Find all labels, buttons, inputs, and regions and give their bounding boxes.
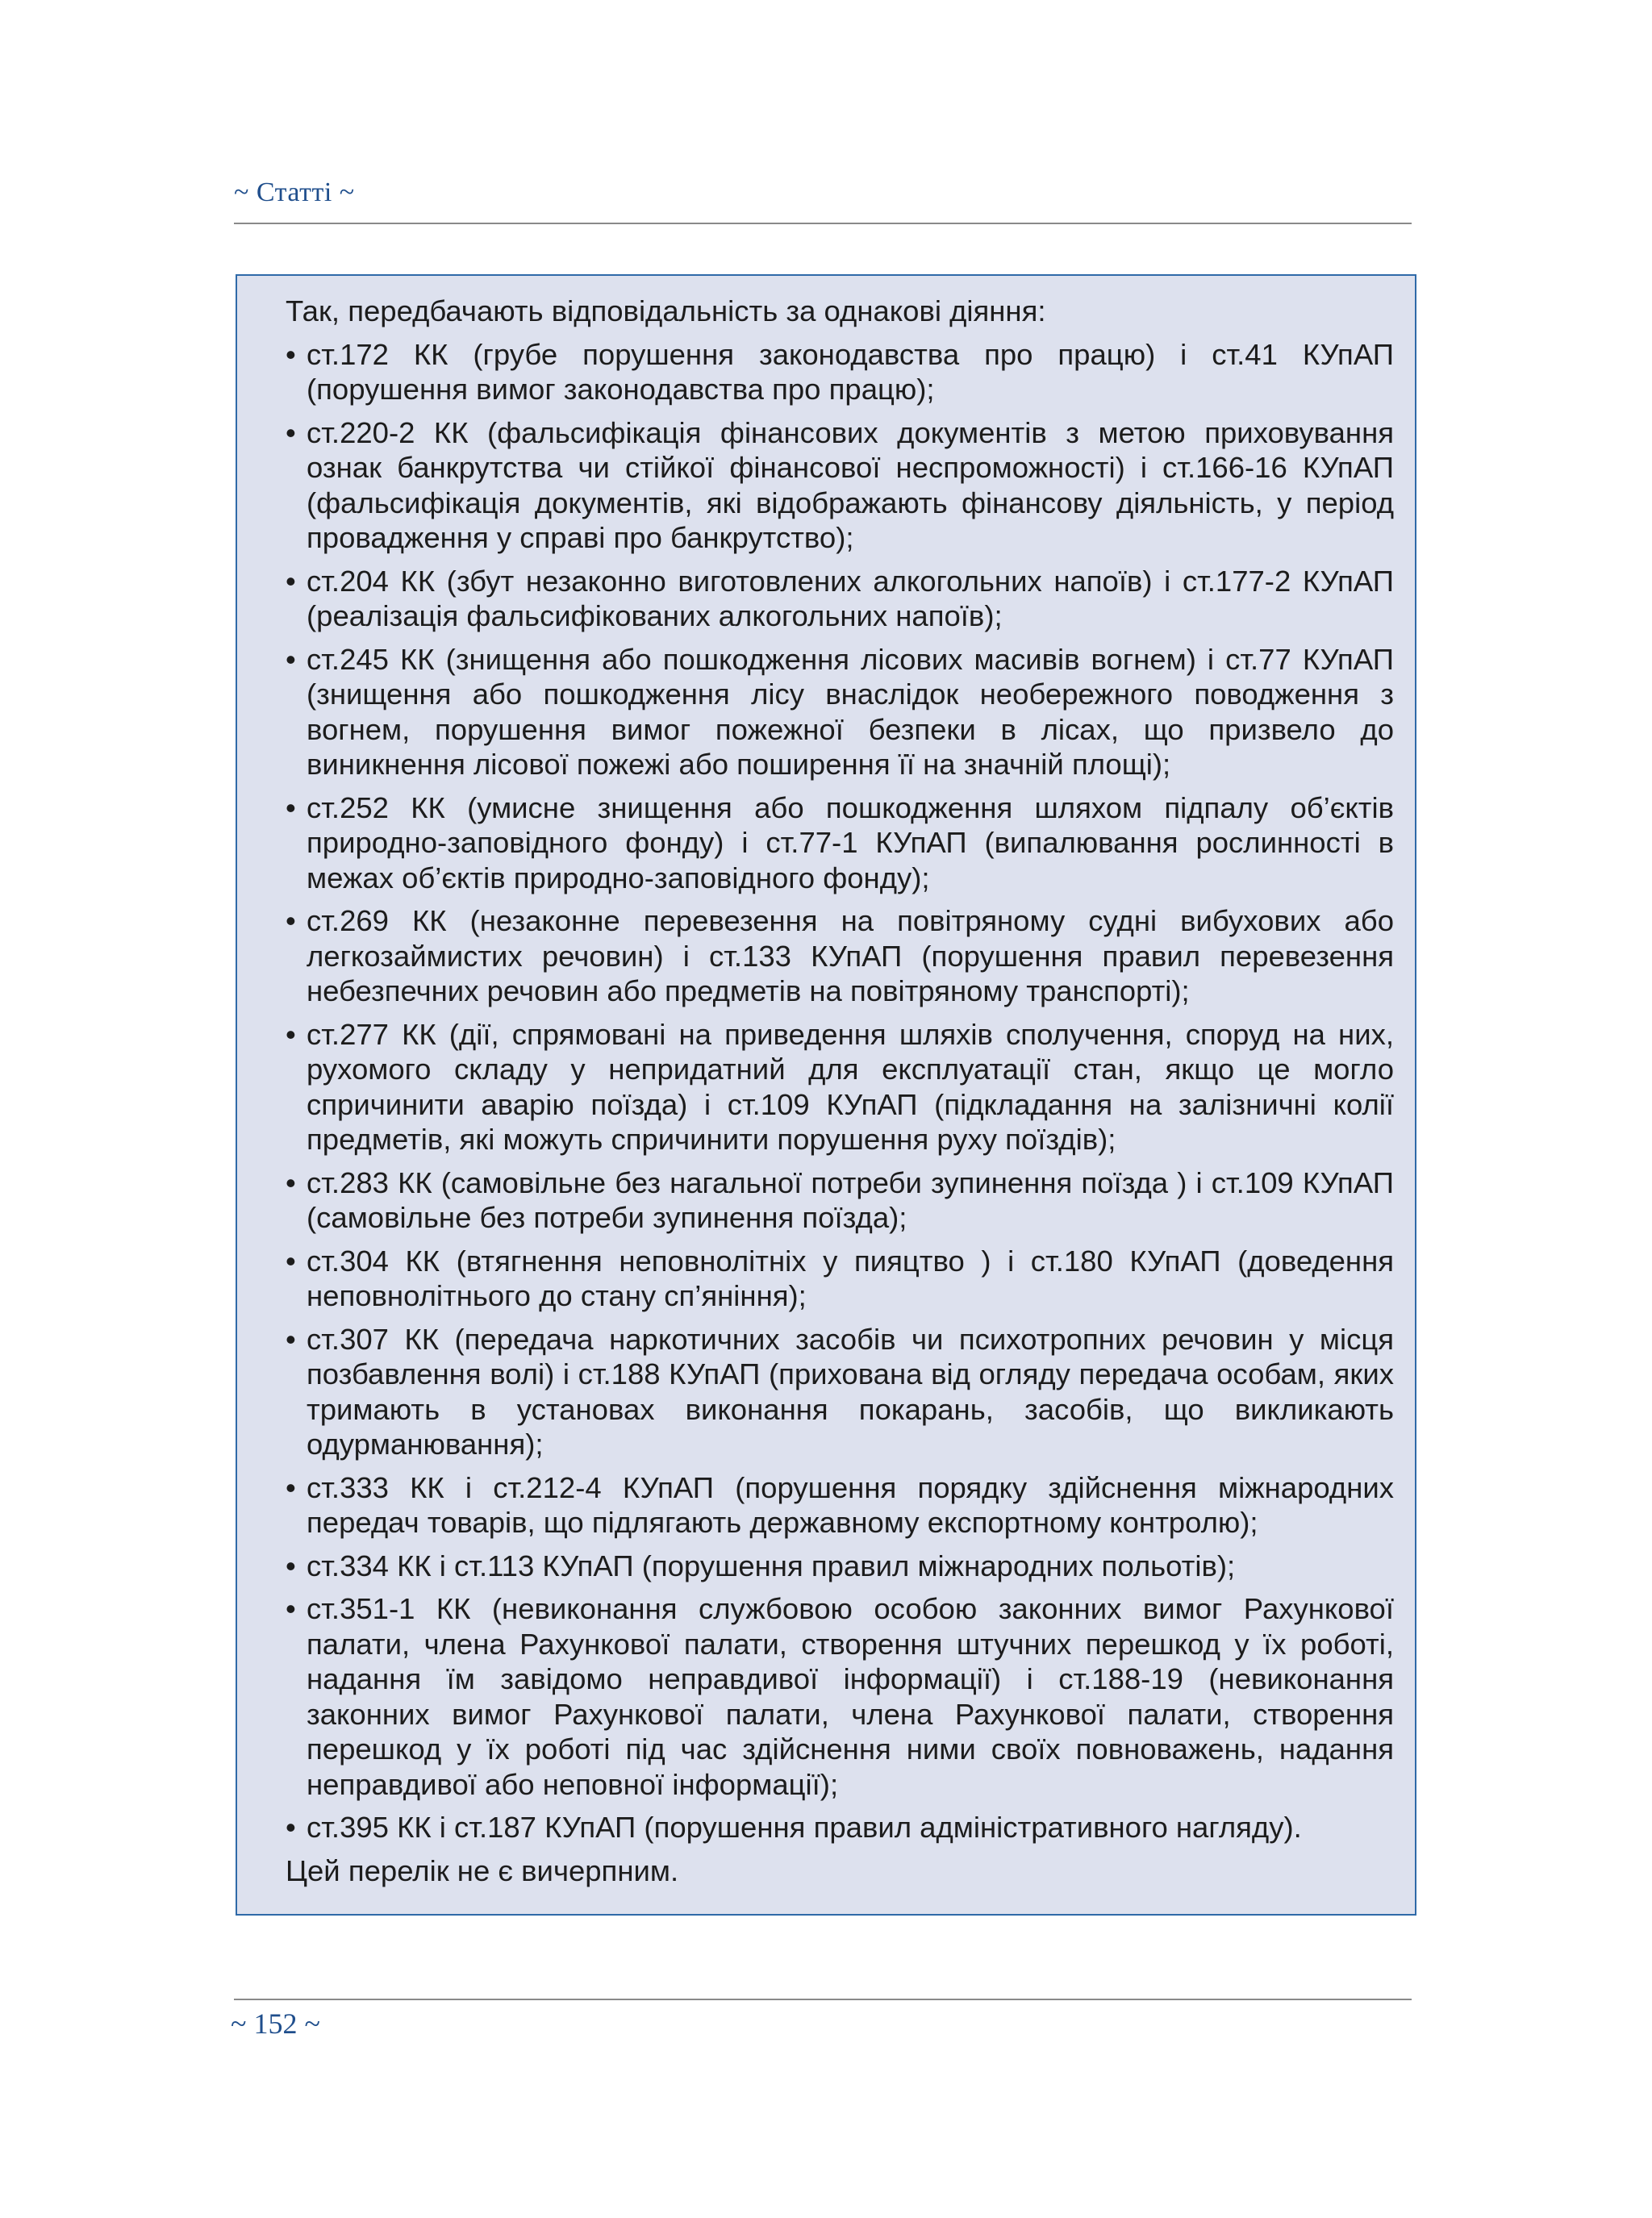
list-item <box>286 1165 1394 1236</box>
list-item-text: ст.307 КК (передача наркотичних засобів чи психотропних речовин у місця позбавлення волі) і ст.188 КУпАП (прихована від огляду передача особам, яких тримають в установах виконання покарань, засобів, що викликають одурманювання); <box>307 1322 1394 1461</box>
bullet-icon: • <box>286 1549 296 1582</box>
list-item <box>286 1591 1394 1802</box>
list-item <box>286 790 1394 896</box>
list-item-text: ст.333 КК і ст.212-4 КУпАП (порушення порядку здійснення міжнародних передач товарів, що підлягають державному експортному контролю); <box>307 1470 1394 1539</box>
list-item <box>286 903 1394 1009</box>
bullet-icon: • <box>286 904 296 937</box>
list-item-text: ст.283 КК (самовільне без нагальної потреби зупинення поїзда ) і ст.109 КУпАП (самовільне без потреби зупинення поїзда); <box>307 1165 1394 1234</box>
list-item-text: ст.204 КК (збут незаконно виготовлених алкогольних напоїв) і ст.177-2 КУпАП (реалізація фальсифікованих алкогольних напоїв); <box>307 564 1394 632</box>
bullet-icon: • <box>286 790 296 824</box>
list-item-text: ст.269 КК (незаконне перевезення на повітряному судні вибухових або легкозаймистих речовин) і ст.133 КУпАП (порушення правил перевезення небезпечних речовин або предметів на повітряному транспорті); <box>307 904 1394 1007</box>
list-item-text: ст.395 КК і ст.187 КУпАП (порушення правил адміністративного нагляду). <box>307 1811 1302 1844</box>
bullet-icon: • <box>286 415 296 449</box>
bullet-icon: • <box>286 1592 296 1625</box>
list-item-text: ст.304 КК (втягнення неповнолітніх у пияцтво ) і ст.180 КУпАП (доведення неповнолітнього до стану сп’яніння); <box>307 1244 1394 1312</box>
bullet-icon: • <box>286 1165 296 1199</box>
list-item <box>286 1549 1394 1584</box>
list-item <box>286 415 1394 556</box>
list-item <box>286 642 1394 782</box>
bullet-icon: • <box>286 1470 296 1504</box>
list-item-text: ст.252 КК (умисне знищення або пошкодження шляхом підпалу об’єктів природно-заповідного фонду) і ст.77-1 КУпАП (випалювання рослинності в межах об’єктів природно-заповідного фонду); <box>307 790 1394 894</box>
list-item-text: ст.172 КК (грубе порушення законодавства про працю) і ст.41 КУпАП (порушення вимог законодавства про працю); <box>307 337 1394 406</box>
closing-paragraph: Цей перелік не є вичерпним. <box>286 1853 679 1887</box>
intro-paragraph: Так, передбачають відповідальність за однакові діяння: <box>286 294 1046 327</box>
list-item-text: ст.334 КК і ст.113 КУпАП (порушення правил міжнародних польотів); <box>307 1549 1236 1582</box>
list-item <box>286 564 1394 634</box>
page-number: ~ 152 ~ <box>231 2007 320 2040</box>
bullet-icon: • <box>286 337 296 371</box>
bullet-icon: • <box>286 1811 296 1844</box>
bullet-icon: • <box>286 642 296 676</box>
section-header: ~ Статті ~ <box>234 177 355 207</box>
list-item-text: ст.351-1 КК (невиконання службовою особою законних вимог Рахункової палати, члена Рахункової палати, створення штучних перешкод у їх роботі, надання їм завідомо неправдивої інформації) і ст.188-19 (невиконання законних вимог Рахункової палати, члена Рахункової палати, створення перешкод у їх роботі під час здійснення ними своїх повноважень, надання неправдивої або неповної інформації); <box>307 1592 1394 1801</box>
header-divider <box>234 223 1412 224</box>
bullet-icon: • <box>286 1017 296 1051</box>
list-item <box>286 1017 1394 1157</box>
list-item-text: ст.245 КК (знищення або пошкодження лісових масивів вогнем) і ст.77 КУпАП (знищення або пошкодження лісу внаслідок необережного поводження з вогнем, порушення вимог пожежної безпеки в лісах, що призвело до виникнення лісової пожежі або поширення її на значній площі); <box>307 642 1394 781</box>
footer-divider <box>234 1999 1412 2000</box>
highlight-box <box>236 274 1416 1916</box>
list-item <box>286 1810 1394 1845</box>
bullet-icon: • <box>286 564 296 598</box>
list-item-text: ст.277 КК (дії, спрямовані на приведення шляхів сполучення, споруд на них, рухомого складу у непридатний для експлуатації стан, якщо це могло спричинити аварію поїзда) і ст.109 КУпАП (підкладання на залізничні колії предметів, які можуть спричинити порушення руху поїздів); <box>307 1017 1394 1156</box>
list-item <box>286 1244 1394 1314</box>
list-item-text: ст.220-2 КК (фальсифікація фінансових документів з метою приховування ознак банкрутства чи стійкої фінансової неспроможності) і ст.166-16 КУпАП (фальсифікація документів, які відображають фінансову діяльність, у період провадження у справі про банкрутство); <box>307 415 1394 554</box>
list-item <box>286 337 1394 407</box>
article-list <box>286 337 1394 1845</box>
list-item <box>286 1470 1394 1541</box>
bullet-icon: • <box>286 1322 296 1356</box>
bullet-icon: • <box>286 1244 296 1278</box>
list-item <box>286 1322 1394 1462</box>
